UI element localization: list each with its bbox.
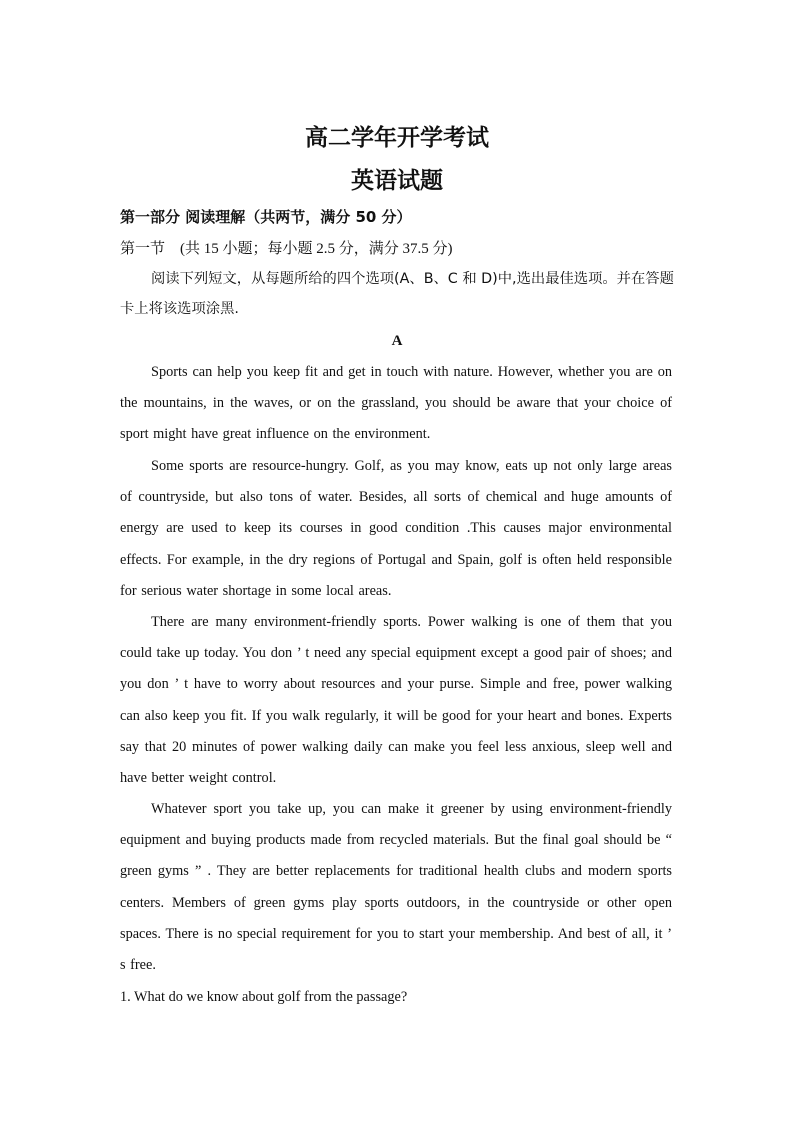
paragraph-3: There are many environment-friendly sports. Power walking is one of them that you could take up today. You don ’ t need any special equipment except a good pair of shoes; and you don ’ t have to worry about resources and your purse. Simple and free, power walking can also keep you fit. If you walk regularly, it will be good for your heart and bones. Experts say that 20 minutes of power walking daily can make you feel less anxious, sleep well and have better weight control. — [120, 614, 672, 787]
exam-title: 高二学年开学考试 — [305, 124, 489, 151]
section-heading: 第一节 (共 15 小题；每小题 2.5 分，满分 37.5 分) — [120, 241, 453, 257]
paragraph-1: Sports can help you keep fit and get in touch with nature. However, whether you are on the mountains, in the waves, or on the grassland, you should be aware that your choice of sport might have great influence on the environment. — [120, 364, 672, 443]
question-1: 1. What do we know about golf from the passage? — [120, 989, 408, 1005]
exam-subtitle: 英语试题 — [351, 167, 443, 194]
paragraph-4: Whatever sport you take up, you can make it greener by using environment-friendly equipment and buying products made from recycled materials. But the final goal should be “ green gyms ” . They are better replacements for traditional health clubs and modern sports centers. Members of green gyms play sports outdoors, in the countryside or other open spaces. There is no special requirement for you to start your membership. And best of all, it ’ s free. — [120, 801, 672, 974]
instructions: 阅读下列短文，从每题所给的四个选项(A、B、C 和 D)中,选出最佳选项。并在答题卡上将该选项涂黑. — [120, 271, 674, 317]
paragraph-2: Some sports are resource-hungry. Golf, as you may know, eats up not only large areas of countryside, but also tons of water. Besides, all sorts of chemical and huge amounts of energy are used to keep its courses in good condition .This causes major environmental effects. For example, in the dry regions of Portugal and Spain, golf is often held responsible for serious water shortage in some local areas. — [120, 458, 672, 599]
part-heading: 第一部分 阅读理解（共两节，满分 50 分） — [120, 208, 412, 226]
passage-label: A — [391, 333, 403, 349]
